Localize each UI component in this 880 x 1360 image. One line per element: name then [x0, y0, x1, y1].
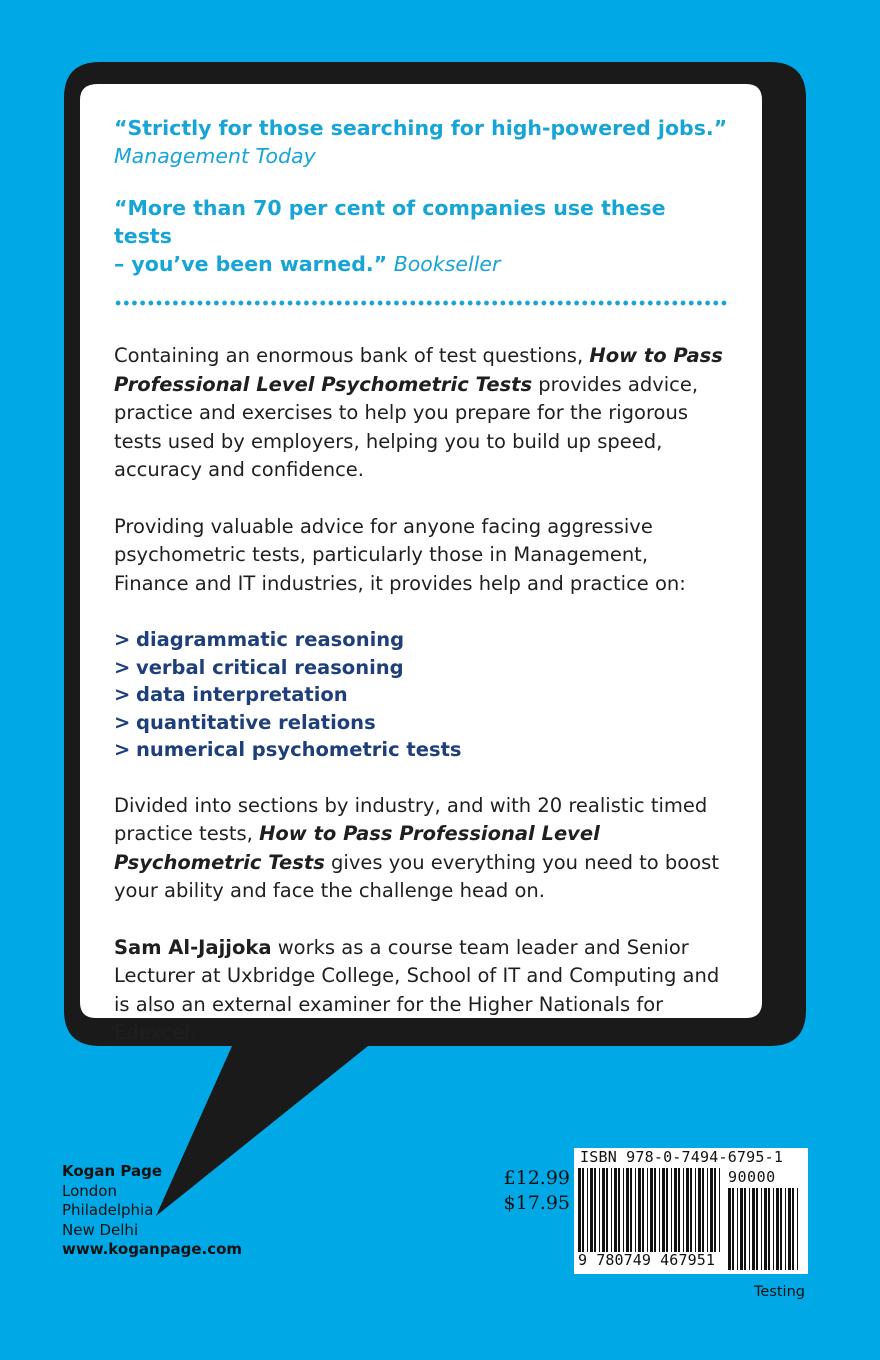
topic-label: verbal critical reasoning [136, 655, 404, 679]
topic-label: data interpretation [136, 683, 348, 706]
chevron-right-icon: > [114, 628, 131, 651]
blurb-paragraph-2: Providing valuable advice for anyone facing aggressive psychometric tests, particularly those in Management, Finance and IT industries, it provides help and practice on: [114, 514, 686, 595]
blurb-text: Divided into sections by industry, and with 20 realistic timed practice tests, [114, 793, 708, 845]
publisher-city: London [62, 1181, 117, 1200]
book-title-inline: How to Pass Professional Level Psychometric Tests [114, 822, 600, 874]
review-source: Management Today [114, 144, 316, 168]
category-tag: Testing [754, 1284, 805, 1300]
chevron-right-icon: > [114, 655, 131, 679]
topic-item [114, 736, 728, 764]
publisher-info [62, 1162, 242, 1260]
review-source: Bookseller [393, 252, 501, 276]
author-bio [114, 934, 728, 1048]
topic-label: diagrammatic reasoning [136, 628, 405, 651]
topic-list [114, 626, 728, 764]
barcode-price-code: 90000 [728, 1168, 776, 1186]
publisher-city: New Delhi [62, 1220, 139, 1239]
price-gbp: £12.99 [503, 1167, 570, 1189]
topic-label: quantitative relations [136, 710, 376, 734]
isbn-label: ISBN 978-0-7494-6795-1 [580, 1148, 784, 1166]
barcode-box [574, 1148, 808, 1274]
chevron-right-icon: > [114, 683, 131, 706]
topic-item [114, 654, 728, 682]
blurb-panel [80, 84, 762, 1044]
publisher-city: Philadelphia [62, 1201, 154, 1219]
blurb-text: provides advice, practice and exercises to help you prepare for the rigorous tests used by employers, helping you to build up speed, accuracy and confidence. [114, 372, 699, 481]
topic-item [114, 681, 728, 709]
author-bio-text: works as a course team leader and Senior Lecturer at Uxbridge College, School of IT and Computing and is also an external examiner for the Higher Nationals for Edexcel. [114, 935, 720, 1044]
publisher-url: www.koganpage.com [62, 1240, 243, 1258]
topic-item [114, 709, 728, 737]
publisher-name: Kogan Page [62, 1162, 163, 1180]
review-quote-text: “Strictly for those searching for high-powered jobs.” [114, 116, 728, 140]
blurb-paragraph-3 [114, 792, 728, 906]
review-quote-2 [114, 194, 728, 278]
topic-item [114, 626, 728, 654]
ean-digits: 9 780749 467951 [578, 1251, 715, 1269]
blurb-text: gives you everything you need to boost your ability and face the challenge head on. [114, 850, 719, 902]
price-block [486, 1166, 570, 1216]
review-quote-text: “More than 70 per cent of companies use these tests [114, 196, 666, 248]
book-title-inline: How to Pass Professional Level Psychometric Tests [114, 344, 723, 396]
price-usd: $17.95 [503, 1192, 570, 1214]
author-name: Sam Al-Jajjoka [114, 935, 272, 959]
dotted-divider [114, 300, 730, 306]
review-quote-text-continued: – you’ve been warned.” [114, 252, 388, 276]
topic-label: numerical psychometric tests [136, 738, 462, 761]
blurb-text: Containing an enormous bank of test questions, [114, 344, 590, 367]
blurb-paragraph-1 [114, 342, 728, 485]
review-quote-1 [114, 114, 728, 170]
chevron-right-icon: > [114, 738, 131, 761]
chevron-right-icon: > [114, 710, 131, 734]
